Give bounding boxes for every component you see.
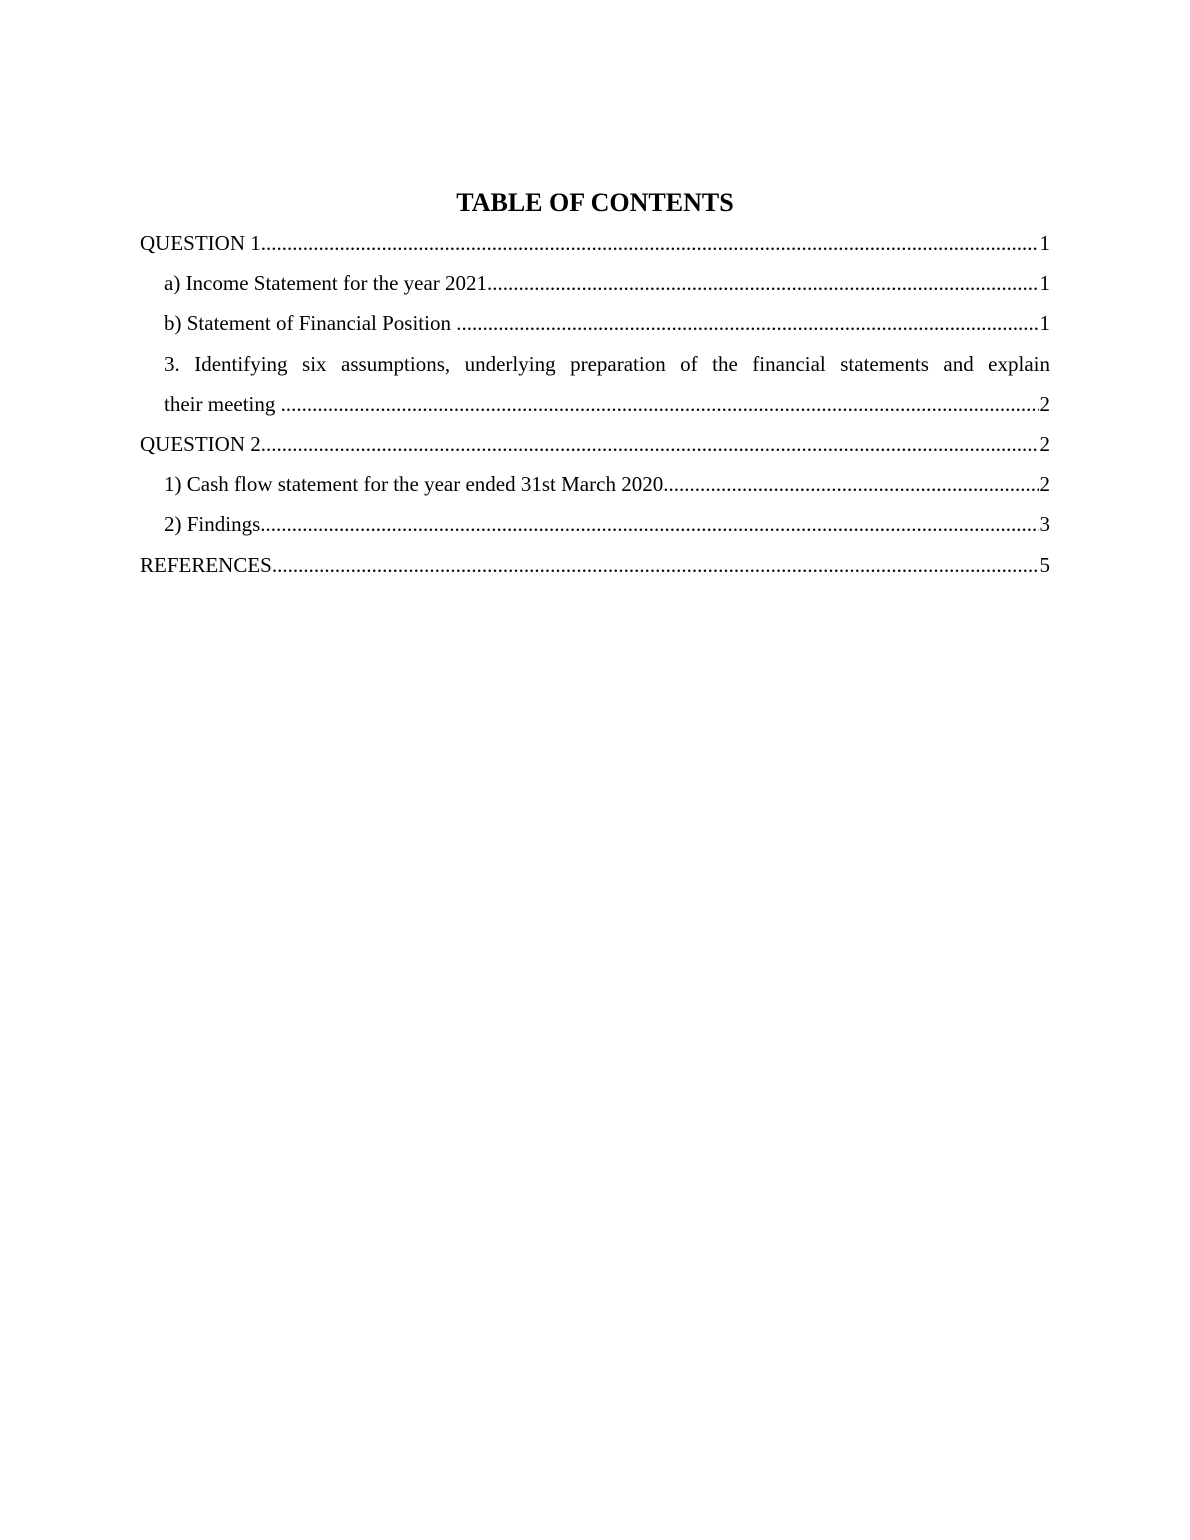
toc-page-number: 5 bbox=[1039, 552, 1050, 577]
toc-page-number: 2 bbox=[1039, 391, 1050, 416]
toc-entry-label: QUESTION 1 bbox=[140, 231, 261, 255]
toc-page-number: 2 bbox=[1039, 472, 1050, 497]
toc-entry-label: 2) Findings bbox=[164, 512, 261, 537]
toc-title: TABLE OF CONTENTS bbox=[456, 188, 734, 217]
toc-dot-leader bbox=[261, 424, 1039, 464]
toc-list bbox=[140, 223, 1050, 585]
toc-dot-leader bbox=[487, 263, 1038, 303]
toc-dot-leader bbox=[272, 545, 1039, 585]
toc-dot-leader bbox=[663, 464, 1038, 504]
toc-entry-label: b) Statement of Financial Position bbox=[164, 311, 457, 336]
toc-page-number: 2 bbox=[1039, 432, 1050, 457]
toc-dot-leader bbox=[281, 384, 1039, 424]
toc-entry-label: 1) Cash flow statement for the year ended 31st March 2020 bbox=[164, 472, 664, 497]
toc-entry-financial-position[interactable] bbox=[140, 303, 1050, 343]
toc-page-number: 3 bbox=[1039, 512, 1050, 537]
toc-entry-question-1[interactable] bbox=[140, 223, 1050, 263]
toc-dot-leader bbox=[261, 223, 1039, 263]
toc-entry-income-statement[interactable] bbox=[140, 263, 1050, 303]
toc-entry-assumptions[interactable] bbox=[140, 344, 1050, 424]
toc-page-number: 1 bbox=[1039, 231, 1050, 255]
toc-entry-cash-flow[interactable] bbox=[140, 464, 1050, 504]
toc-page-number: 1 bbox=[1039, 311, 1050, 336]
toc-entry-label-line-2: their meeting bbox=[164, 391, 281, 416]
toc-entry-label: REFERENCES bbox=[140, 552, 272, 577]
toc-entry-label: QUESTION 2 bbox=[140, 432, 261, 457]
toc-entry-question-2[interactable] bbox=[140, 424, 1050, 464]
table-of-contents bbox=[140, 186, 1050, 585]
toc-entry-label-line-1: 3. Identifying six assumptions, underlying preparation of the financial statements and explain bbox=[164, 351, 1050, 376]
toc-dot-leader bbox=[456, 303, 1038, 343]
toc-entry-references[interactable] bbox=[140, 545, 1050, 585]
toc-entry-label: a) Income Statement for the year 2021 bbox=[164, 271, 488, 296]
toc-page-number: 1 bbox=[1039, 271, 1050, 296]
toc-entry-findings[interactable] bbox=[140, 504, 1050, 544]
toc-dot-leader bbox=[260, 504, 1038, 544]
